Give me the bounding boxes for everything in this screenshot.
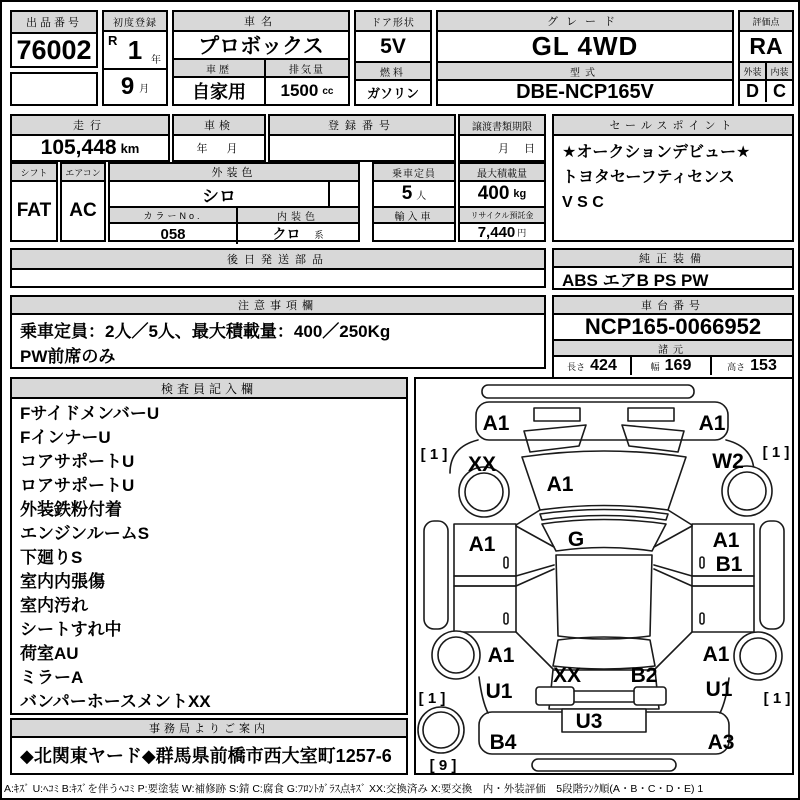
front-bumper — [476, 402, 728, 440]
lot-number-value: 76002 — [16, 34, 92, 65]
ext-int-headers — [740, 63, 792, 81]
length-label: 長さ — [567, 361, 586, 372]
mileage-number: 105,448 — [40, 136, 117, 159]
recycle-deposit-number: 7,440 — [477, 224, 516, 240]
displacement-value — [266, 78, 348, 104]
inspector-item: 荷室AU — [20, 644, 79, 663]
door-handle-left-1 — [504, 557, 508, 568]
damage-rocker-right: U1 — [705, 678, 733, 701]
history-value: 自家用 — [174, 78, 266, 104]
reg-month: 9 — [120, 73, 135, 100]
mileage-label: 走行 — [12, 116, 168, 136]
registration-number-box — [268, 114, 456, 162]
inspection-value: 年 月 — [196, 143, 242, 155]
chassis-number-label: 車台番号 — [554, 297, 792, 315]
office-info-label: 事務局よりご案内 — [12, 720, 406, 738]
interior-label: 内装 — [770, 66, 789, 77]
recycle-deposit-unit: 円 — [517, 227, 527, 238]
colorno-intcolor-headers — [110, 208, 358, 224]
rear-lip — [532, 759, 676, 771]
fuel-label: 燃料 — [356, 63, 430, 81]
displacement-number: 1500 — [280, 81, 319, 100]
rear-door-right-panel — [692, 586, 754, 632]
model-code-value: DBE-NCP165V — [516, 81, 654, 103]
exterior-label: 外装 — [740, 63, 767, 79]
office-info-line: ◆北関東ヤード◆群馬県前橋市西大室町1257-6 — [20, 746, 392, 766]
wheel-rear-right — [734, 632, 782, 680]
car-name-label: 車名 — [174, 12, 348, 32]
door-handle-left-2 — [504, 613, 508, 624]
front-lip — [482, 385, 694, 398]
legend-line: A:ｷｽﾞ U:ﾍｺﾐ B:ｷｽﾞを伴うﾍｺﾐ P:要塗装 W:補修跡 S:錆 C:腐食 G:ﾌﾛﾝﾄｶﾞﾗｽ点ｷｽﾞ XX:交換済み X:要交換 内・外装評価 5段階ﾗﾝｸ順(A・B・C・D・E) 1 — [4, 782, 704, 795]
capacity-label: 乗車定員 — [374, 164, 454, 182]
displacement-label: 排気量 — [289, 64, 325, 76]
rocker-strip-right — [760, 521, 784, 629]
fuel-value: ガソリン — [366, 86, 419, 101]
inspector-item: ミラーA — [20, 668, 84, 687]
height-value: 153 — [750, 357, 777, 374]
door-shape-value: 5V — [356, 32, 430, 63]
first-registration-label: 初度登録 — [104, 12, 166, 32]
car-damage-diagram — [416, 379, 792, 773]
first-registration-month-cell — [104, 70, 166, 104]
color-box — [108, 162, 360, 242]
damage-diagram-box — [414, 377, 794, 775]
door-handle-right-1 — [700, 557, 704, 568]
headlight-right — [622, 425, 684, 452]
damage-rear-bumper-right: A3 — [707, 731, 735, 754]
reg-year-suffix: 年 — [151, 55, 161, 66]
recycle-deposit-value — [460, 224, 544, 240]
history-displacement-values — [174, 78, 348, 104]
score-label: 評価点 — [740, 12, 792, 32]
inspector-item: 外装鉄粉付着 — [20, 500, 122, 519]
car-name-box — [172, 10, 350, 106]
inspector-item: コアサポートU — [20, 452, 135, 471]
rear-door-left-panel — [454, 586, 516, 632]
inspector-notes-label: 検査員記入欄 — [12, 379, 406, 399]
tread-front-right: [ 1 ] — [762, 444, 790, 461]
displacement-unit: cc — [322, 85, 334, 97]
damage-fender-left: XX — [467, 453, 497, 476]
exterior-color-row — [110, 182, 358, 208]
interior-color-name: クロ — [272, 226, 301, 242]
damage-front-door-left: A1 — [468, 533, 496, 556]
score-value: RA — [740, 32, 792, 63]
inspector-item: バンパーホースメントXX — [20, 692, 211, 711]
tread-front-left: [ 1 ] — [420, 446, 448, 463]
height-label: 高さ — [727, 361, 746, 372]
interior-color-suffix: 系 — [314, 229, 324, 240]
capacity-number: 5 — [401, 183, 413, 204]
door-divider-left — [454, 576, 516, 586]
lot-number-box — [10, 10, 98, 68]
exterior-value: D — [740, 81, 767, 102]
capacity-box — [372, 162, 456, 242]
capacity-value — [374, 182, 454, 208]
max-load-value — [460, 182, 544, 208]
colorno-intcolor-values — [110, 224, 358, 244]
inspector-item: 室内内張傷 — [20, 572, 105, 591]
exterior-color-extra-cell — [330, 182, 358, 206]
transfer-deadline-value: 月 日 — [498, 143, 537, 155]
grade-box — [436, 10, 734, 106]
door-shape-box — [354, 10, 432, 106]
first-registration-box — [102, 10, 168, 106]
width-cell — [632, 357, 712, 375]
history-label: 車歴 — [174, 60, 266, 76]
plate-connector-lines — [574, 691, 634, 702]
sales-point-box — [552, 114, 794, 242]
transfer-deadline-label: 譲渡書類期限 — [460, 116, 544, 136]
door-divider-right — [692, 576, 754, 586]
reg-month-suffix: 月 — [139, 83, 150, 95]
aircon-label: エアコン — [62, 164, 104, 182]
cowl-band — [540, 510, 668, 521]
car-name-value: プロボックス — [174, 32, 348, 60]
damage-rear-bumper-left: B4 — [489, 731, 517, 754]
capacity-unit: 人 — [416, 190, 427, 202]
damage-tailgate-2: B2 — [630, 664, 658, 687]
dimensions-label: 諸元 — [554, 341, 792, 357]
history-displacement-headers — [174, 60, 348, 78]
mileage-unit: km — [120, 140, 140, 156]
damage-tailgate-1: XX — [552, 664, 582, 687]
lot-empty-box — [10, 72, 98, 106]
inspector-item: エンジンルームS — [20, 524, 150, 543]
later-parts-value — [12, 270, 544, 286]
damage-front-door-right-2: B1 — [715, 553, 743, 576]
grille-left — [534, 408, 580, 421]
quarter-outer-lines — [479, 677, 729, 713]
max-load-number: 400 — [477, 183, 510, 204]
max-load-unit: kg — [513, 188, 527, 200]
width-value: 169 — [664, 357, 692, 374]
wheel-rear-left — [432, 631, 480, 679]
registration-number-value — [270, 136, 454, 160]
notice-line: 乗車定員：2人／5人、最大積載量：400／250Kg — [20, 322, 391, 341]
max-load-box — [458, 162, 546, 242]
tread-rear-left: [ 1 ] — [418, 690, 446, 707]
score-box — [738, 10, 794, 106]
a-pillar-lines — [516, 510, 692, 525]
interior-value: C — [773, 81, 786, 101]
inspector-item: シートすれ中 — [20, 620, 122, 639]
length-value: 424 — [590, 357, 617, 374]
tread-rear-right: [ 1 ] — [763, 690, 791, 707]
side-fold-lines-left — [516, 526, 554, 669]
sales-point-lines — [554, 136, 792, 219]
interior-color-label: 内装色 — [277, 211, 319, 222]
notice-box — [10, 295, 546, 369]
height-cell — [712, 357, 792, 375]
inspection-label: 車検 — [174, 116, 264, 136]
imported-label: 輸入車 — [374, 208, 454, 224]
damage-quarter-left: A1 — [487, 644, 515, 667]
taillight-right — [634, 687, 666, 705]
inspection-box — [172, 114, 266, 162]
later-parts-label: 後日発送部品 — [12, 250, 544, 270]
sales-point-line: V S C — [562, 194, 604, 211]
door-handle-right-2 — [700, 613, 704, 624]
damage-front-corner-right: A1 — [698, 412, 726, 435]
shift-value: FAT — [16, 200, 52, 221]
interior-color-value — [238, 224, 358, 244]
office-info-box — [10, 718, 408, 775]
spare-tire-circle — [418, 707, 464, 753]
sales-point-line: トヨタセーフティセンス — [562, 169, 735, 186]
damage-fender-right: W2 — [712, 450, 744, 473]
side-fold-lines-right — [654, 526, 692, 669]
inspector-item: 室内汚れ — [20, 596, 88, 615]
damage-front-corner-left: A1 — [482, 412, 510, 435]
inspector-item: 下廻りS — [20, 548, 83, 567]
max-load-label: 最大積載量 — [460, 164, 544, 182]
headlight-left — [524, 425, 586, 452]
sales-point-line: ★オークションデビュー★ — [562, 144, 751, 161]
registration-number-label: 登録番号 — [270, 116, 454, 136]
length-cell — [554, 357, 632, 375]
damage-front-door-right: A1 — [712, 529, 740, 552]
grille-right — [628, 408, 674, 421]
transfer-deadline-box — [458, 114, 546, 162]
recycle-deposit-label: リサイクル預託金 — [460, 208, 544, 224]
oem-equipment-box — [552, 248, 794, 290]
shift-box — [10, 162, 58, 242]
model-code-label: 型式 — [438, 63, 732, 81]
first-registration-year-cell — [104, 32, 166, 70]
aircon-box — [60, 162, 106, 242]
mileage-value — [12, 136, 168, 160]
dimensions-row — [554, 357, 792, 375]
width-label: 幅 — [650, 361, 660, 372]
mileage-box — [10, 114, 170, 162]
oem-equipment-value: ABS エアB PS PW — [562, 270, 709, 288]
door-shape-label: ドア形状 — [356, 12, 430, 32]
inspector-item: FインナーU — [20, 428, 111, 447]
color-no-value: 058 — [110, 224, 238, 244]
notice-line: PW前席のみ — [20, 347, 116, 366]
chassis-number-box — [552, 295, 794, 379]
damage-hood: A1 — [546, 473, 574, 496]
inspector-notes-box — [10, 377, 408, 715]
spare-tire-label: [ 9 ] — [429, 757, 457, 773]
reg-year: 1 — [127, 34, 143, 65]
chassis-number-value: NCP165-0066952 — [554, 315, 792, 341]
color-no-label: カラーNo. — [110, 208, 238, 222]
era-mark: R — [108, 33, 118, 48]
shift-label: シフト — [12, 164, 56, 182]
aircon-value: AC — [69, 200, 97, 221]
taillight-left — [536, 687, 574, 705]
windshield-panel — [542, 520, 666, 552]
lot-number-label: 出品番号 — [12, 12, 96, 34]
notice-lines — [12, 315, 544, 373]
oem-equipment-label: 純正装備 — [554, 250, 792, 268]
inspector-notes-list — [12, 399, 406, 717]
roof-panel — [556, 555, 652, 639]
sales-point-label: セールスポイント — [554, 116, 792, 136]
inspector-item: FサイドメンバーU — [20, 404, 160, 423]
exterior-color-label: 外装色 — [110, 164, 358, 182]
damage-windshield: G — [567, 528, 585, 551]
rocker-strip-left — [424, 521, 448, 629]
notice-label: 注意事項欄 — [12, 297, 544, 315]
inspector-item: ロアサポートU — [20, 476, 135, 495]
grade-value: GL 4WD — [438, 32, 732, 63]
damage-rocker-left: U1 — [485, 680, 513, 703]
grade-label: グレード — [438, 12, 732, 32]
wheel-front-right — [722, 466, 772, 516]
exterior-color-value: シロ — [110, 182, 330, 206]
damage-rear-garnish: U3 — [575, 710, 603, 733]
damage-quarter-right: A1 — [702, 643, 730, 666]
later-parts-box — [10, 248, 546, 288]
ext-int-values — [740, 81, 792, 102]
